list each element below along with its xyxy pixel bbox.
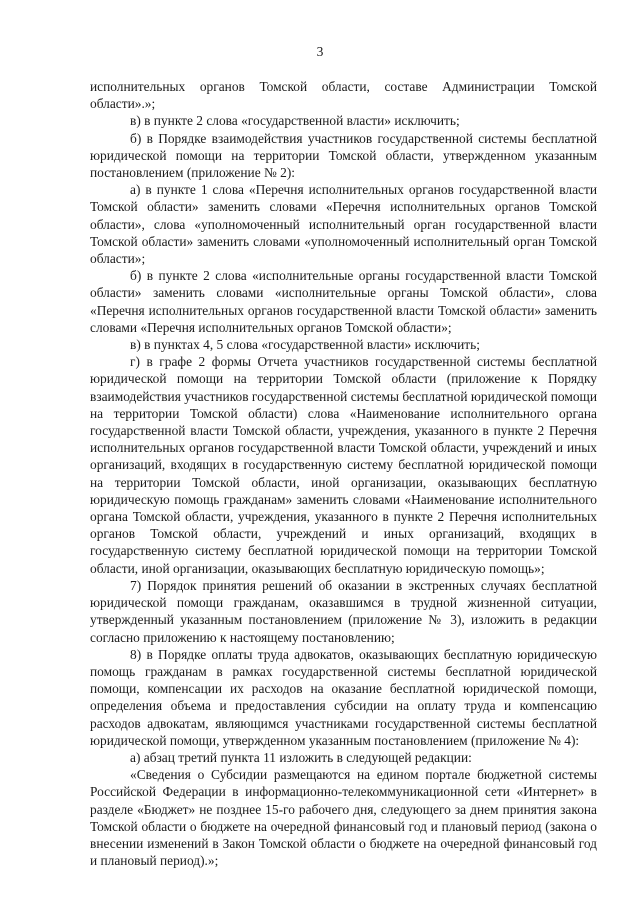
paragraph: б) в пункте 2 слова «исполнительные органы государственной власти Томской области» заменить словами «исполнительные органы Томской области», слова «Перечня исполнительных органов государственной власти Томской области» заменить словами «Перечня исполнительных органов Томской области»;	[90, 268, 597, 335]
document-body	[90, 78, 597, 869]
paragraph: а) абзац третий пункта 11 изложить в следующей редакции:	[130, 749, 472, 765]
page-number: 3	[316, 44, 324, 59]
paragraph: г) в графе 2 формы Отчета участников государственной системы бесплатной юридической помощи на территории Томской области (приложение к Порядку взаимодействия участников государственной системы бесплатной юридической помощи на территории Томской области) слова «Наименование исполнительного органа государственной власти Томской области, учреждения, указанного в пункте 2 Перечня исполнительных органов государственной власти Томской области, учреждений и иных организаций, входящих в государственную систему бесплатной юридической помощи на территории Томской области, иной организации, оказывающих бесплатную юридическую помощь гражданам» заменить словами «Наименование исполнительного органа Томской области, учреждения, указанного в пункте 2 Перечня исполнительных органов Томской области, учреждений и иных организаций, входящих в государственную систему бесплатной юридической помощи на территории Томской области, иной организации, оказывающих бесплатную юридическую помощь»;	[90, 354, 597, 576]
paragraph: исполнительных органов Томской области, составе Администрации Томской области».»;	[90, 79, 597, 112]
paragraph: 7) Порядок принятия решений об оказании в экстренных случаях бесплатной юридической помощи гражданам, оказавшимся в трудной жизненной ситуации, утвержденный указанным постановлением (приложение № 3), изложить в редакции согласно приложению к настоящему постановлению;	[90, 577, 597, 645]
paragraph: в) в пункте 2 слова «государственной власти» исключить;	[130, 113, 460, 129]
paragraph: «Сведения о Субсидии размещаются на едином портале бюджетной системы Российской Федерации в информационно-телекоммуникационной сети «Интернет» в разделе «Бюджет» не позднее 15-го рабочего дня, следующего за днем принятия закона Томской области о бюджете на очередной финансовый год и плановый период (закона о внесении изменений в Закон Томской области о бюджете на очередной финансовый год и плановый период).»;	[90, 767, 597, 869]
paragraph: а) в пункте 1 слова «Перечня исполнительных органов государственной власти Томской области» заменить словами «Перечня исполнительных органов Томской области», слова «уполномоченный исполнительный орган государственной власти Томской области» заменить словами «уполномоченный исполнительный орган Томской области»;	[90, 182, 597, 267]
paragraph: 8) в Порядке оплаты труда адвокатов, оказывающих бесплатную юридическую помощь гражданам в рамках государственной системы бесплатной юридической помощи, компенсации их расходов на оказание бесплатной юридической помощи, определения объема и предоставления субсидии на оплату труда и компенсацию расходов адвокатам, являющимся участниками государственной системы бесплатной юридической помощи, утвержденном указанным постановлением (приложение № 4):	[90, 646, 597, 748]
paragraph: в) в пунктах 4, 5 слова «государственной власти» исключить;	[130, 337, 480, 353]
paragraph: б) в Порядке взаимодействия участников государственной системы бесплатной юридической помощи на территории Томской области, утвержденном указанным постановлением (приложение № 2):	[90, 130, 597, 181]
